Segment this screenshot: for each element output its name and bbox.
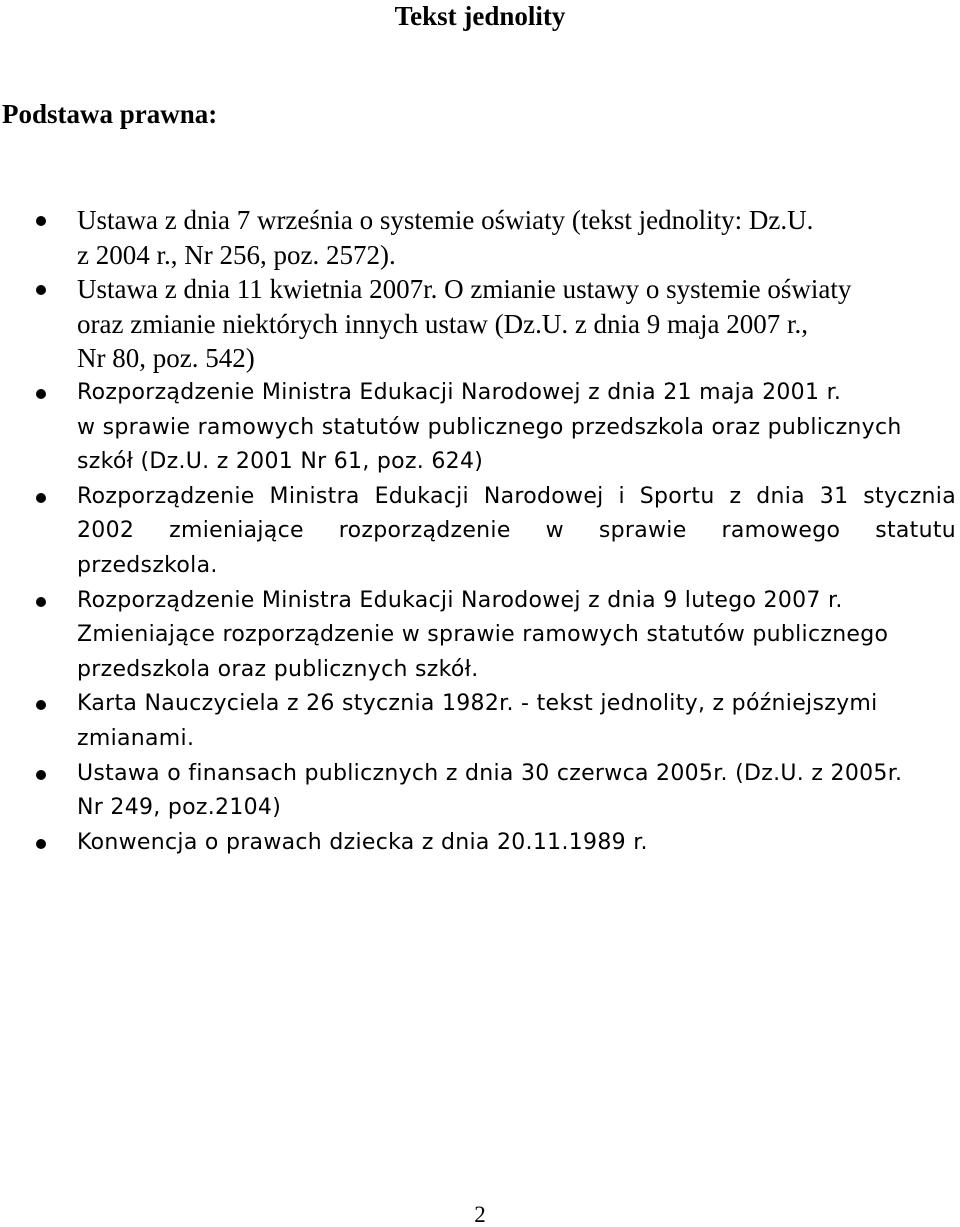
list-item-line: Karta Nauczyciela z 26 stycznia 1982r. - tekst jednolity, z późniejszymi xyxy=(77,691,878,717)
bullet-icon xyxy=(36,216,46,226)
list-item-line: przedszkola. xyxy=(77,552,218,578)
page-number: 2 xyxy=(474,1202,486,1227)
list-item-line: przedszkola oraz publicznych szkół. xyxy=(77,656,479,682)
list-item-line: Rozporządzenie Ministra Edukacji Narodowej z dnia 21 maja 2001 r. xyxy=(77,379,842,405)
list-item xyxy=(0,826,960,861)
list-item-line: z 2004 r., Nr 256, poz. 2572). xyxy=(77,239,396,270)
bullet-icon xyxy=(36,770,46,780)
list-item xyxy=(0,480,960,584)
bullet-icon xyxy=(36,597,46,607)
list-item xyxy=(0,757,960,826)
list-item xyxy=(0,584,960,688)
list-item xyxy=(0,272,960,376)
list-item-line: Ustawa z dnia 7 września o systemie oświaty (tekst jednolity: Dz.U. xyxy=(77,205,814,235)
list-item-line: oraz zmianie niektórych innych ustaw (Dz.U. z dnia 9 maja 2007 r., xyxy=(77,308,809,339)
list-item xyxy=(0,376,960,480)
bullet-icon xyxy=(36,493,46,503)
list-item-line: Rozporządzenie Ministra Edukacji Narodowej z dnia 9 lutego 2007 r. xyxy=(77,587,843,613)
bullet-icon xyxy=(36,285,46,295)
list-item-line: Nr 80, poz. 542) xyxy=(77,343,255,374)
list-item-line: Konwencja o prawach dziecka z dnia 20.11.1989 r. xyxy=(77,829,648,855)
section-heading: Podstawa prawna: xyxy=(2,99,218,129)
list-item-line: Rozporządzenie Ministra Edukacji Narodowej i Sportu z dnia 31 stycznia xyxy=(77,483,956,509)
bullet-icon xyxy=(36,389,46,399)
list-item-line: Ustawa o finansach publicznych z dnia 30 czerwca 2005r. (Dz.U. z 2005r. xyxy=(77,760,903,786)
legal-basis-list xyxy=(0,203,960,860)
list-item-line: Zmieniające rozporządzenie w sprawie ramowych statutów publicznego xyxy=(77,622,889,648)
list-item xyxy=(0,687,960,756)
list-item-line: 2002 zmieniające rozporządzenie w sprawie ramowego statutu xyxy=(77,518,956,544)
bullet-icon xyxy=(36,839,46,849)
list-item-line: szkół (Dz.U. z 2001 Nr 61, poz. 624) xyxy=(77,449,484,475)
list-item-line: Ustawa z dnia 11 kwietnia 2007r. O zmianie ustawy o systemie oświaty xyxy=(77,274,852,305)
list-item-line: w sprawie ramowych statutów publicznego przedszkola oraz publicznych xyxy=(77,414,902,440)
list-item-line: Nr 249, poz.2104) xyxy=(77,795,282,821)
page-title: Tekst jednolity xyxy=(394,1,566,31)
list-item xyxy=(0,203,960,272)
list-item-line: zmianami. xyxy=(77,725,195,751)
bullet-icon xyxy=(36,700,46,710)
